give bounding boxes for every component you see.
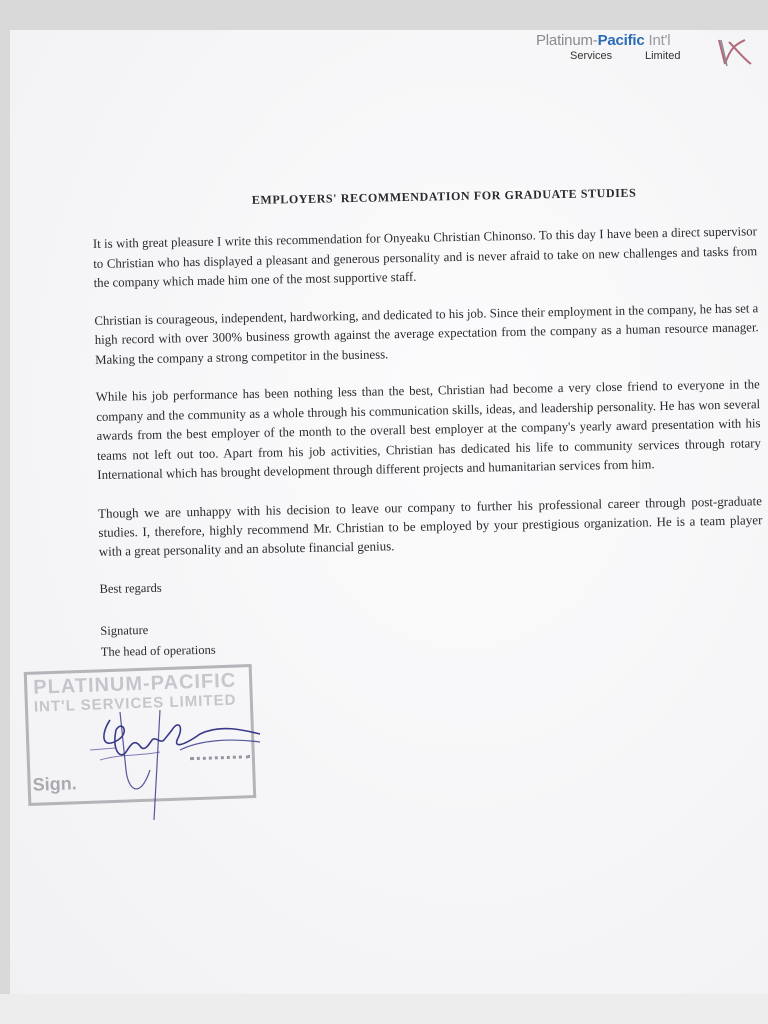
stamp-line-1: PLATINUM-PACIFIC (32, 669, 237, 699)
company-stamp (24, 664, 257, 806)
company-emblem-icon (715, 36, 755, 68)
paragraph-2: Christian is courageous, independent, hardworking, and dedicated to his job. Since their employment in the company, he has set a high record with over 300% business growth against the average expectation from the company as a human resource manager. Making the company a strong competitor in the business. (94, 300, 759, 367)
paragraph-1: It is with great pleasure I write this recommendation for Onyeaku Christian Chinonso. To this day I have been a direct supervisor to Christian who has displayed a pleasant and generous personality and is never afraid to take on new challenges and tasks from the company which made him one of the most supportive staff. (92, 224, 758, 290)
logo-word-platinum: Platinum- (536, 32, 598, 49)
stamp-dotted-line (190, 755, 250, 760)
closing-regards: Best regards (99, 580, 162, 596)
letterhead (500, 30, 768, 75)
letter-closing (99, 566, 764, 663)
letter-title: EMPLOYERS' RECOMMENDATION FOR GRADUATE STUDIES (251, 185, 637, 207)
company-logo-text (536, 32, 670, 49)
logo-sub-services: Services (570, 50, 613, 62)
logo-word-pacific: Pacific (597, 32, 645, 49)
logo-sub-limited: Limited (645, 50, 681, 62)
logo-word-intl: Int'l (644, 32, 671, 49)
background-strip (0, 994, 768, 1024)
letter-body (92, 183, 765, 662)
paragraph-4: Though we are unhappy with his decision to leave our company to further his professional career through post-graduate studies. I, therefore, highly recommend Mr. Christian to be employed by your prestigious organization. He is a team player with a great personality and an absolute financial genius. (97, 492, 763, 559)
stamp-line-2: INT'L SERVICES LIMITED (33, 691, 237, 716)
stamp-sign-label: Sign. (32, 773, 77, 795)
closing-role: The head of operations (100, 642, 216, 659)
closing-signature-label: Signature (100, 622, 149, 638)
paragraph-3: While his job performance has been nothing less than the best, Christian had become a very close friend to everyone in the company and the community as a whole through his communication skills, ideas, and leadership personality. He has won several awards from the best employer of the month to the overall best employer at the company's yearly award presentation with his teams not left out too. Apart from his job activities, Christian has dedicated his life to community services through rotary International which has brought development through different projects and humanitarian services from him. (95, 377, 761, 482)
